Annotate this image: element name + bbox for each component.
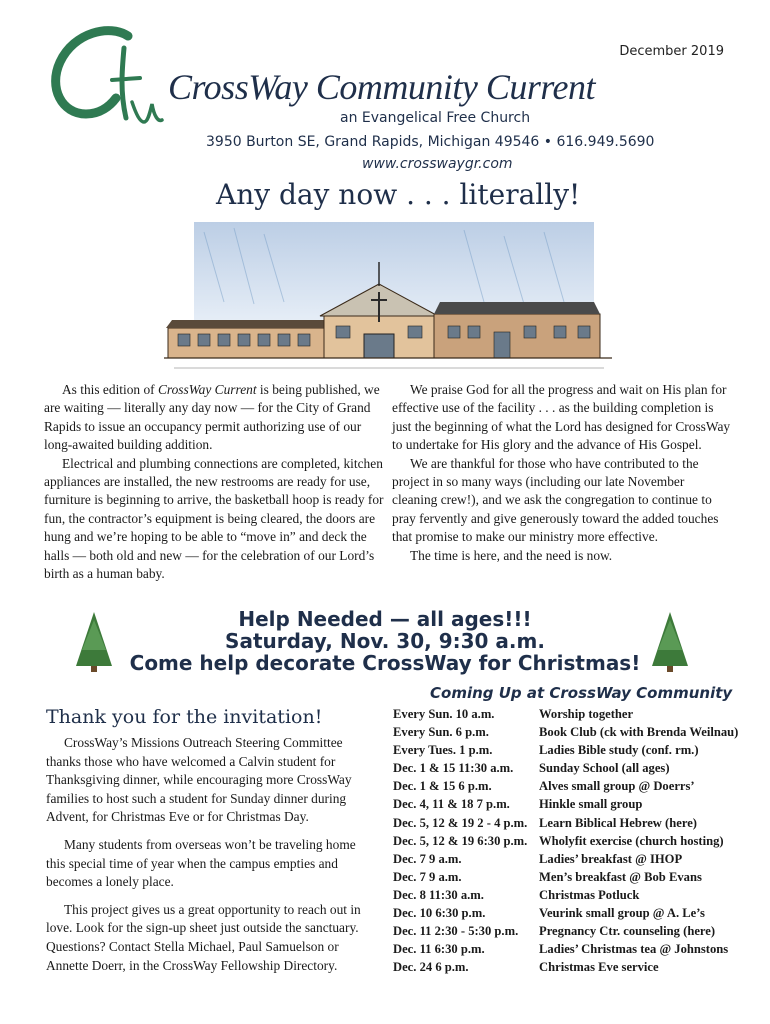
event-when: Dec. 1 & 15 6 p.m. — [393, 779, 492, 794]
event-row — [393, 850, 743, 868]
event-what: Veurink small group @ A. Le’s — [539, 906, 705, 921]
event-when: Every Sun. 10 a.m. — [393, 707, 495, 721]
event-what: Alves small group @ Doerrs’ — [539, 779, 695, 794]
article-paragraph: As this edition of CrossWay Current is being published, we are waiting — literally any day now — for the City of Grand Rapids to issue an occupancy permit authorizing use of our long-awaited building addition. — [44, 382, 380, 453]
event-row — [393, 958, 743, 976]
event-row — [393, 741, 743, 759]
event-what: Sunday School (all ages) — [539, 761, 670, 776]
article-left-column — [44, 381, 384, 583]
event-when: Dec. 11 2:30 - 5:30 p.m. — [393, 924, 519, 939]
event-row — [393, 832, 743, 850]
event-what: Learn Biblical Hebrew (here) — [539, 815, 697, 830]
event-row — [393, 777, 743, 795]
event-when: Every Tues. 1 p.m. — [393, 743, 493, 758]
crossway-logo — [40, 22, 165, 140]
event-when: Every Sun. 6 p.m. — [393, 725, 489, 740]
event-what: Men’s breakfast @ Bob Evans — [539, 869, 702, 884]
newsletter-title: CrossWay Community Current — [168, 67, 596, 107]
thanks-paragraph: CrossWay’s Missions Outreach Steering Committee thanks those who have welcomed a Calvin student for Thanksgiving dinner, while encouraging more CrossWay families to host such a student for Sunday dinner during Advent, for Christmas Eve or for Christmas Day. — [46, 735, 352, 825]
event-what: Ladies’ breakfast @ IHOP — [539, 851, 683, 866]
event-when: Dec. 10 6:30 p.m. — [393, 906, 486, 921]
event-when: Dec. 5, 12 & 19 2 - 4 p.m. — [393, 815, 528, 830]
article-right-column — [392, 381, 732, 565]
thanks-paragraph: This project gives us a great opportunity to reach out in love. Look for the sign-up sheet just outside the sanctuary. Questions? Contact Stella Michael, Paul Samuelson or Annette Doerr, in the CrossWay Fellowship Directory. — [46, 901, 361, 973]
event-row — [393, 904, 743, 922]
help-line: Come help decorate CrossWay for Christmas! — [129, 651, 641, 675]
event-row — [393, 759, 743, 777]
christmas-tree-icon — [646, 610, 694, 674]
events-title: Coming Up at CrossWay Community — [430, 684, 733, 702]
newsletter-name-italic: CrossWay Current — [157, 382, 257, 397]
event-row — [393, 814, 743, 832]
article-paragraph: Electrical and plumbing connections are completed, kitchen appliances are installed, the new restrooms are ready for use, furniture is beginning to arrive, the basketball hoop is ready for fun, the contractor’s equipment is being cleared, the doors are hung and we’re hoping to be able to “move in” and deck the halls — both old and new — for the celebration of our Lord’s birth as a human baby. — [44, 455, 384, 582]
event-when: Dec. 8 11:30 a.m. — [393, 887, 484, 902]
event-when: Dec. 24 6 p.m. — [393, 960, 469, 975]
event-row — [393, 868, 743, 886]
event-what: Wholyfit exercise (church hosting) — [539, 833, 724, 848]
church-subtitle: an Evangelical Free Church — [340, 110, 531, 126]
article-paragraph: We are thankful for those who have contributed to the project in so many ways (including our late November cleaning crew!), and we ask the congregation to continue to pray fervently and give generously toward the added touches that promise to make our ministry more effective. — [392, 455, 719, 545]
event-when: Dec. 1 & 15 11:30 a.m. — [393, 761, 514, 776]
article-paragraph: The time is here, and the need is now. — [410, 547, 613, 563]
event-when: Dec. 4, 11 & 18 7 p.m. — [393, 797, 510, 812]
help-line: Help Needed — all ages!!! — [238, 607, 532, 631]
event-row — [393, 940, 743, 958]
issue-date: December 2019 — [619, 44, 724, 59]
event-when: Dec. 5, 12 & 19 6:30 p.m. — [393, 833, 528, 848]
event-what: Worship together — [539, 707, 634, 721]
thanks-paragraph: Many students from overseas won’t be traveling home this special time of year when the campus empties and becomes a lonely place. — [46, 836, 356, 890]
church-website[interactable]: www.crosswaygr.com — [362, 156, 513, 172]
event-what: Ladies’ Christmas tea @ Johnstons — [539, 942, 729, 957]
event-when: Dec. 11 6:30 p.m. — [393, 942, 485, 957]
event-row — [393, 795, 743, 813]
event-what: Hinkle small group — [539, 797, 643, 812]
event-what: Christmas Eve service — [539, 960, 659, 975]
thanks-title: Thank you for the invitation! — [46, 706, 323, 728]
event-what: Book Club (ck with Brenda Weilnau) — [539, 725, 739, 740]
event-when: Dec. 7 9 a.m. — [393, 851, 462, 866]
event-what: Ladies Bible study (conf. rm.) — [539, 743, 699, 758]
event-row — [393, 723, 743, 741]
event-row — [393, 886, 743, 904]
thanks-body — [46, 734, 378, 984]
church-address: 3950 Burton SE, Grand Rapids, Michigan 49546 • 616.949.5690 — [206, 134, 655, 150]
event-what: Pregnancy Ctr. counseling (here) — [539, 924, 716, 939]
help-line: Saturday, Nov. 30, 9:30 a.m. — [225, 629, 545, 653]
event-row — [393, 922, 743, 940]
headline: Any day now . . . literally! — [216, 178, 581, 211]
events-list — [393, 705, 743, 976]
event-what: Christmas Potluck — [539, 887, 640, 902]
event-when: Dec. 7 9 a.m. — [393, 869, 462, 884]
christmas-tree-icon — [70, 610, 118, 674]
church-building-drawing — [164, 222, 612, 374]
article-paragraph: We praise God for all the progress and wait on His plan for effective use of the facility . . . as the building completion is just the beginning of what the Lord has designed for CrossWay to undertake for His glory and the advance of His Gospel. — [392, 382, 731, 453]
event-row — [393, 705, 743, 723]
